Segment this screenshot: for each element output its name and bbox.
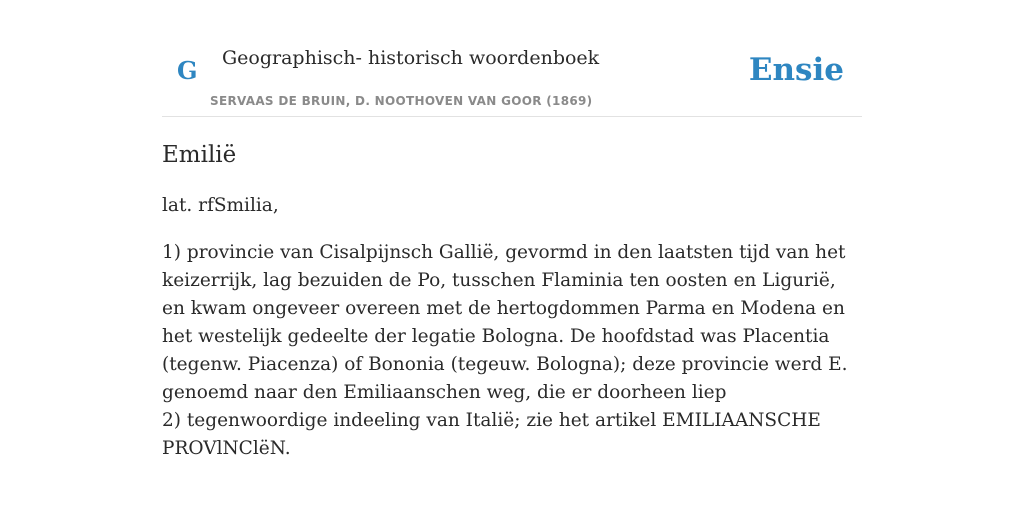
entry-definition-2: 2) tegenwoordige indeeling van Italië; zie het artikel EMILIAANSCHE PROVlNClëN. xyxy=(162,410,821,459)
book-authors: SERVAAS DE BRUIN, D. NOOTHOVEN VAN GOOR (1869) xyxy=(210,94,593,108)
entry-latin-name: lat. rfSmilia, xyxy=(162,195,279,216)
site-logo[interactable]: Ensie xyxy=(748,52,844,88)
entry-body xyxy=(162,192,862,463)
book-letter-badge[interactable]: G xyxy=(177,56,198,85)
entry-title: Emilië xyxy=(162,142,237,168)
entry-definition-1: 1) provincie van Cisalpijnsch Gallië, gevormd in den laatsten tijd van het keizerrijk, lag bezuiden de Po, tusschen Flaminia ten oosten en Ligurië, en kwam ongeveer overeen met de hertogdommen Parma en Modena en het westelijk gedeelte der legatie Bologna. De hoofdstad was Placentia (tegenw. Piacenza) of Bononia (tegeuw. Bologna); deze provincie werd E. genoemd naar den Emiliaanschen weg, die er doorheen liep xyxy=(162,242,848,403)
book-title-link[interactable]: Geographisch- historisch woordenboek xyxy=(222,47,600,69)
page-header xyxy=(162,0,862,117)
